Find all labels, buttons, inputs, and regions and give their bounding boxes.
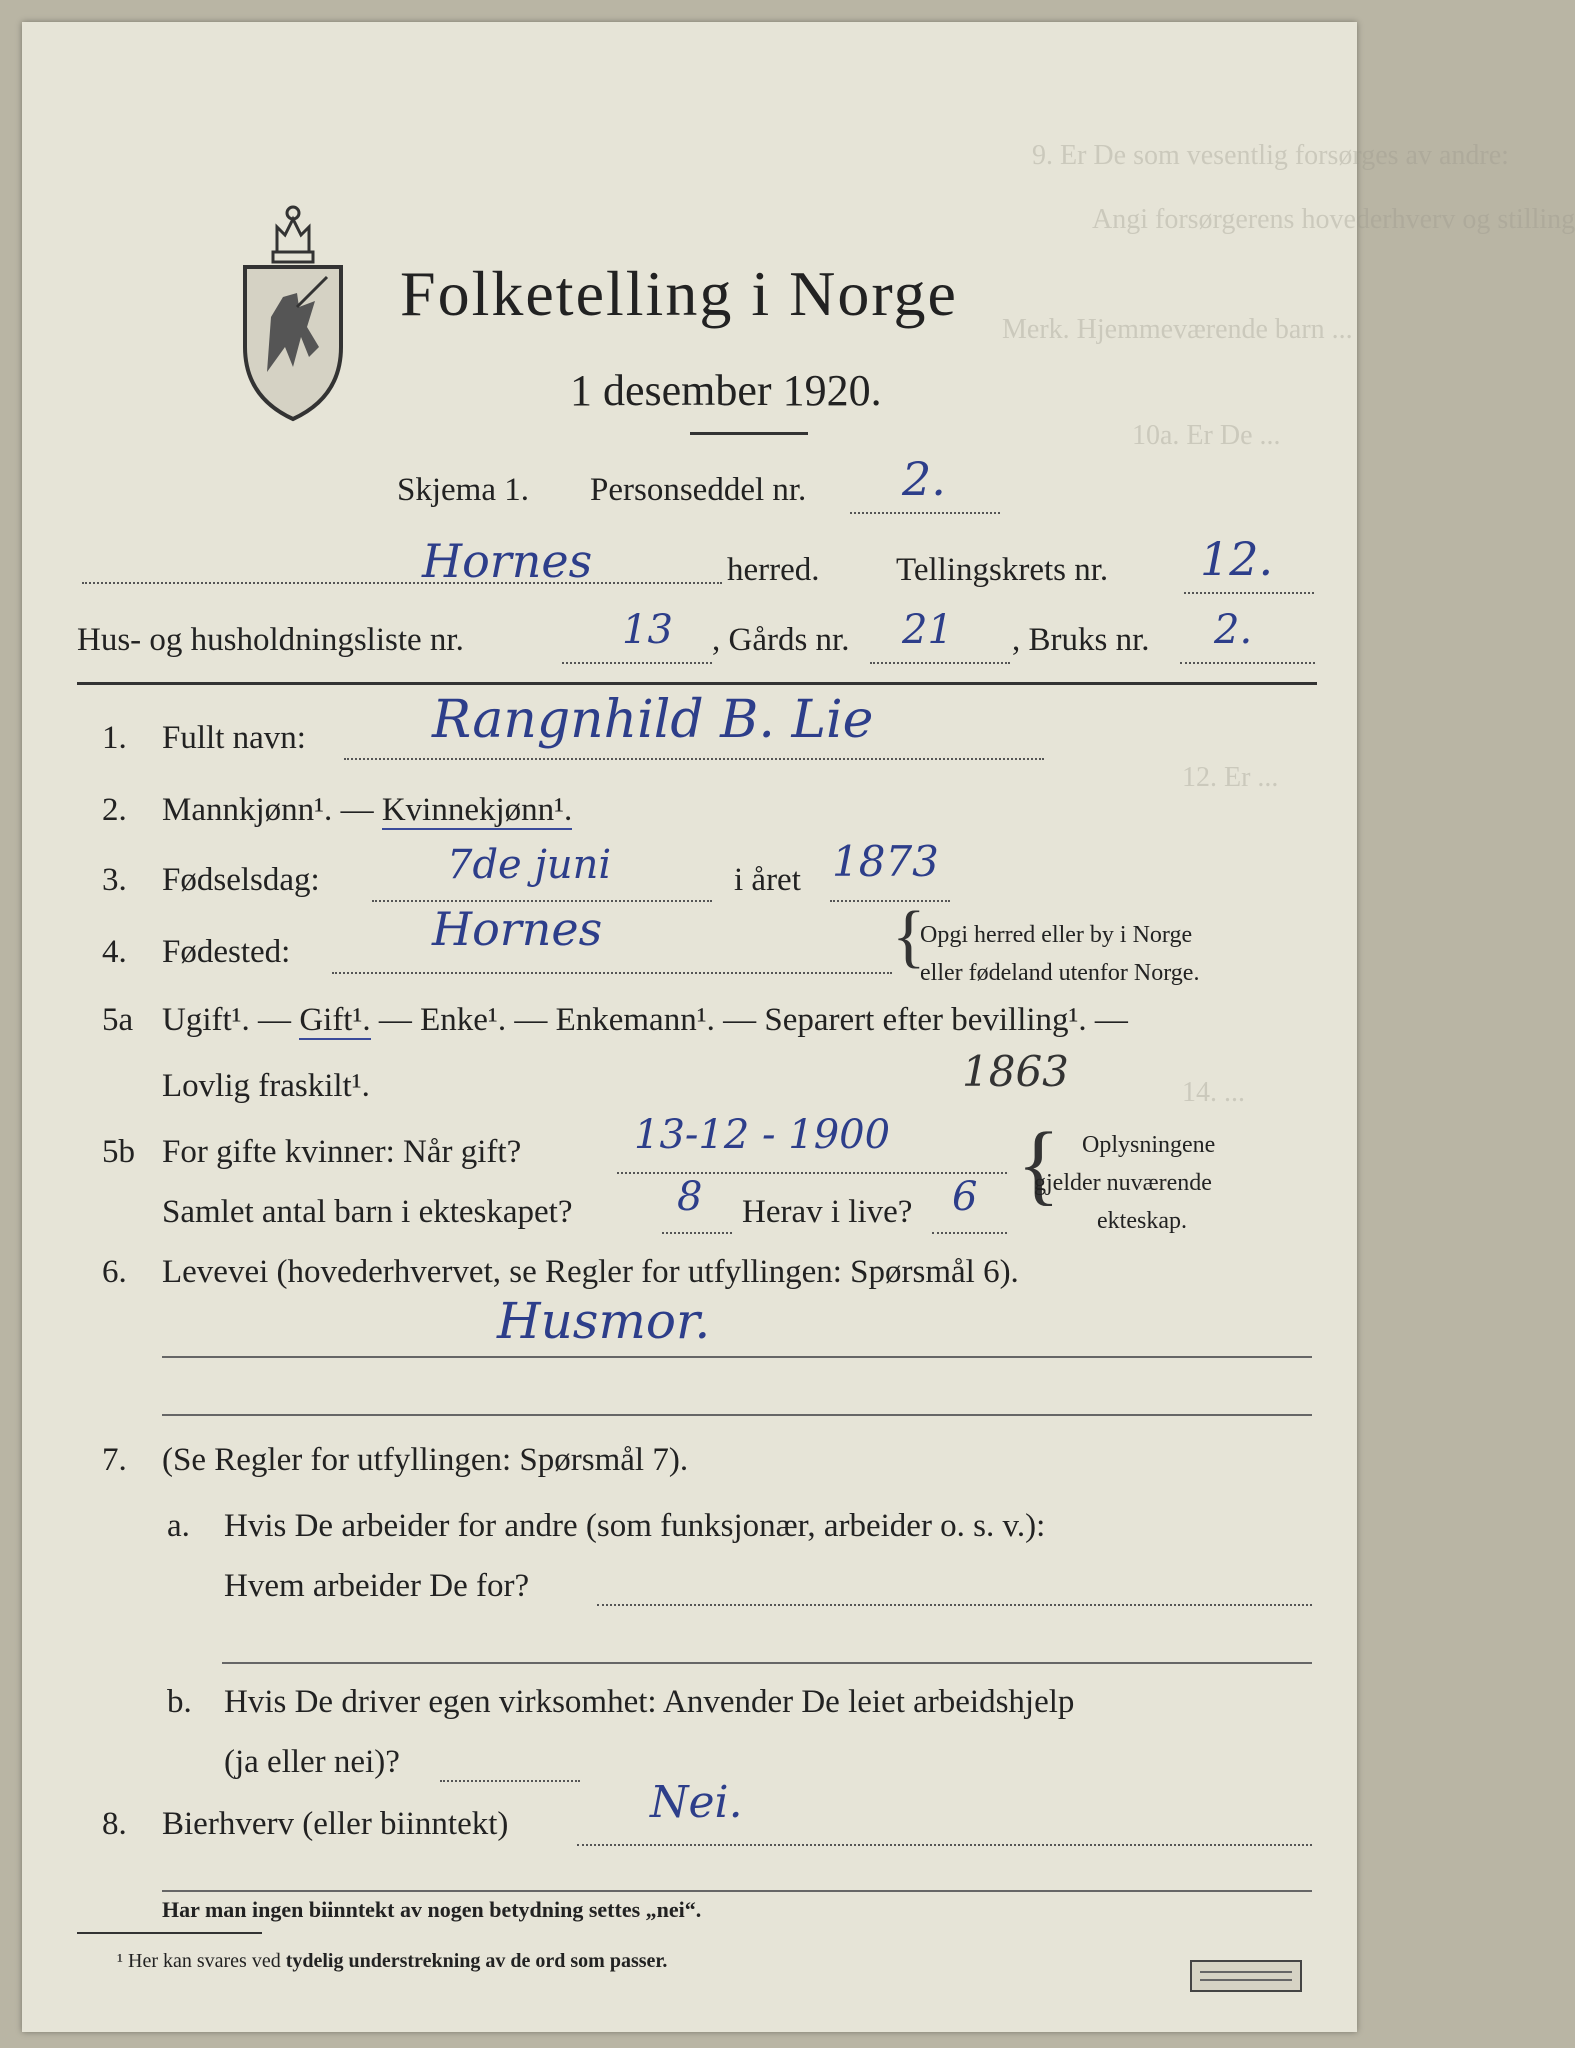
tellingskrets-label: Tellingskrets nr. xyxy=(896,552,1109,588)
q5a-gift-option-underlined: Gift¹. xyxy=(299,1002,371,1038)
q5a-lovlig-fraskilt: Lovlig fraskilt¹. xyxy=(162,1068,370,1104)
q7b-line2: (ja eller nei)? xyxy=(224,1744,400,1780)
q1-full-name-value: Rangnhild B. Lie xyxy=(432,690,874,750)
q6-label: Levevei (hovederhvervet, se Regler for utfyllingen: Spørsmål 6). xyxy=(162,1254,1019,1290)
footnote-mark: ¹ xyxy=(117,1950,123,1972)
q4-label: Fødested: xyxy=(162,934,291,970)
herred-line xyxy=(82,582,722,584)
husliste-line xyxy=(562,662,712,664)
schema-label: Skjema 1. xyxy=(397,472,529,508)
q7b-answer-line xyxy=(440,1780,580,1782)
q1-number: 1. xyxy=(102,720,127,756)
q5b-alive-value: 6 xyxy=(952,1174,978,1220)
q5a-other-options: — Enke¹. — Enkemann¹. — Separert efter bevilling¹. — xyxy=(378,1002,1128,1038)
q5a-marital-options xyxy=(162,1002,1128,1039)
q2-sex-options xyxy=(162,792,572,829)
q3-year-value: 1873 xyxy=(832,837,939,886)
q5b-number: 5b xyxy=(102,1134,135,1170)
q2-male-option: Mannkjønn¹. xyxy=(162,792,333,828)
footnote xyxy=(117,1950,667,1973)
bruks-line xyxy=(1180,662,1315,664)
q5b-label: For gifte kvinner: Når gift? xyxy=(162,1134,522,1170)
printer-stamp-icon xyxy=(1190,1960,1302,1992)
tellingskrets-line xyxy=(1184,592,1314,594)
q7a-letter: a. xyxy=(167,1508,190,1544)
q5b-alive-label: Herav i live? xyxy=(742,1194,913,1230)
form-title: Folketelling i Norge xyxy=(400,258,958,329)
q7b-line1: Hvis De driver egen virksomhet: Anvender De leiet arbeidshjelp xyxy=(224,1684,1075,1720)
q3-birthday-value: 7de juni xyxy=(447,842,612,888)
husliste-label: Hus- og husholdningsliste nr. xyxy=(77,622,464,658)
herred-label: herred. xyxy=(727,552,820,588)
husliste-value: 13 xyxy=(622,607,673,653)
q4-note-line2: eller fødeland utenfor Norge. xyxy=(920,960,1200,986)
gards-value: 21 xyxy=(902,607,953,653)
q3-year-label: i året xyxy=(734,862,801,898)
q7-label: (Se Regler for utfyllingen: Spørsmål 7). xyxy=(162,1442,689,1478)
personseddel-value: 2. xyxy=(902,452,946,506)
q8-note: Har man ingen biinntekt av nogen betydning settes „nei“. xyxy=(162,1897,702,1922)
q5b-children-line xyxy=(662,1232,732,1234)
census-date: 1 desember 1920. xyxy=(570,366,882,415)
q4-birthplace-value: Hornes xyxy=(432,902,603,956)
q6-number: 6. xyxy=(102,1254,127,1290)
personseddel-label: Personseddel nr. xyxy=(590,472,807,508)
q2-number: 2. xyxy=(102,792,127,828)
q5b-children-label: Samlet antal barn i ekteskapet? xyxy=(162,1194,573,1230)
q4-note-line1: Opgi herred eller by i Norge xyxy=(920,922,1193,948)
coat-of-arms-icon xyxy=(237,197,349,422)
gards-line xyxy=(870,662,1010,664)
footnote-text-bold: tydelig understrekning av de ord som passer. xyxy=(285,1950,668,1972)
title-divider xyxy=(690,432,808,435)
q7a-extra-line xyxy=(222,1662,1312,1664)
q5a-margin-note: 1863 xyxy=(962,1047,1069,1096)
herred-value: Hornes xyxy=(422,534,593,588)
q1-line xyxy=(344,758,1044,760)
q5a-number: 5a xyxy=(102,1002,134,1038)
q7b-letter: b. xyxy=(167,1684,192,1720)
q8-number: 8. xyxy=(102,1806,127,1842)
census-form-page: 9. Er De som vesentlig forsørges av andre: Angi forsørgerens hovederhverv og stilling Merk. Hjemmeværende barn ... 10a. Er De ... 12. Er ... 14. ... Folketelling i Norge 1 desember 1920. Skjema 1. Personseddel nr. 2. Hornes herred. Tellingskrets nr. 12. Hus- og husholdningsliste nr. 13 , Gårds nr. 21 , Bruks nr. 2. 1. Fullt navn: Rangnhild B. Lie 2. Mannkjønn¹. — Kvinnekjønn¹. 3. Fødselsdag: 7de juni i året 1873 4. Fødested: Hornes { Opgi herred eller by i Norge eller fødeland utenfor Norge. 5a Ugift¹. — Gift¹. — Enke¹. — Enkemann¹. — Separert efter bevilling¹. — Lovlig fraskilt¹. 1863 5b For gifte kvinner: Når gift? 13-12 - 1900 Samlet antal barn i ekteskapet? 8 Herav i live? 6 { Oplysningene gjelder nuværende ekteskap. 6. Levevei (hovederhvervet, se Regler for utfyllingen: Spørsmål 6). Husmor. 7. (Se Regler for utfyllingen: Spørsmål 7). a. Hvis De arbeider for andre (som funksjonær, arbeider o. s. v.): Hvem arbeider De for? b. Hvis De driver egen virksomhet: Anvender De leiet arbeidshjelp (ja eller nei)? 8. Bierhverv (eller biinntekt) Nei. Har man ingen biinntekt av nogen betydning settes „nei“. ¹ Her kan svares ved tydelig understrekning av de ord som passer. xyxy=(22,22,1357,2032)
footnote-divider xyxy=(77,1932,262,1934)
q8-label: Bierhverv (eller biinntekt) xyxy=(162,1806,509,1842)
header-divider xyxy=(77,682,1317,685)
q3-year-line xyxy=(830,900,950,902)
q5b-line xyxy=(617,1172,1007,1174)
q5b-note-line3: ekteskap. xyxy=(1097,1208,1187,1234)
q5b-children-value: 8 xyxy=(677,1174,703,1220)
q6-occupation-value: Husmor. xyxy=(497,1292,711,1350)
q7a-line1: Hvis De arbeider for andre (som funksjonær, arbeider o. s. v.): xyxy=(224,1508,1046,1544)
q8-side-income-value: Nei. xyxy=(650,1777,743,1828)
personseddel-line xyxy=(850,512,1000,514)
q7a-answer-line xyxy=(597,1604,1312,1606)
bruks-value: 2. xyxy=(1214,607,1253,653)
q5a-ugift-option: Ugift¹. — xyxy=(162,1002,292,1038)
q4-line xyxy=(332,972,892,974)
q4-brace: { xyxy=(892,898,926,975)
q1-label: Fullt navn: xyxy=(162,720,306,756)
gards-label: , Gårds nr. xyxy=(712,622,850,658)
q5b-brace: { xyxy=(1017,1115,1061,1214)
q6-line2 xyxy=(162,1414,1312,1416)
bruks-label: , Bruks nr. xyxy=(1012,622,1150,658)
q7-number: 7. xyxy=(102,1442,127,1478)
footnote-text: Her kan svares ved xyxy=(128,1950,286,1972)
tellingskrets-value: 12. xyxy=(1200,532,1274,586)
q5b-note-line1: Oplysningene xyxy=(1082,1132,1216,1158)
q5b-alive-line xyxy=(932,1232,1007,1234)
q2-separator: — xyxy=(332,792,382,828)
q8-line xyxy=(577,1844,1312,1846)
q8-extra-line xyxy=(162,1890,1312,1892)
q5b-note-line2: gjelder nuværende xyxy=(1034,1170,1212,1196)
q3-number: 3. xyxy=(102,862,127,898)
q6-line1 xyxy=(162,1356,1312,1358)
q3-label: Fødselsdag: xyxy=(162,862,320,898)
q4-number: 4. xyxy=(102,934,127,970)
q7a-line2: Hvem arbeider De for? xyxy=(224,1568,530,1604)
q2-female-option-underlined: Kvinnekjønn¹. xyxy=(381,792,573,828)
q5b-marriage-date-value: 13-12 - 1900 xyxy=(634,1112,891,1158)
